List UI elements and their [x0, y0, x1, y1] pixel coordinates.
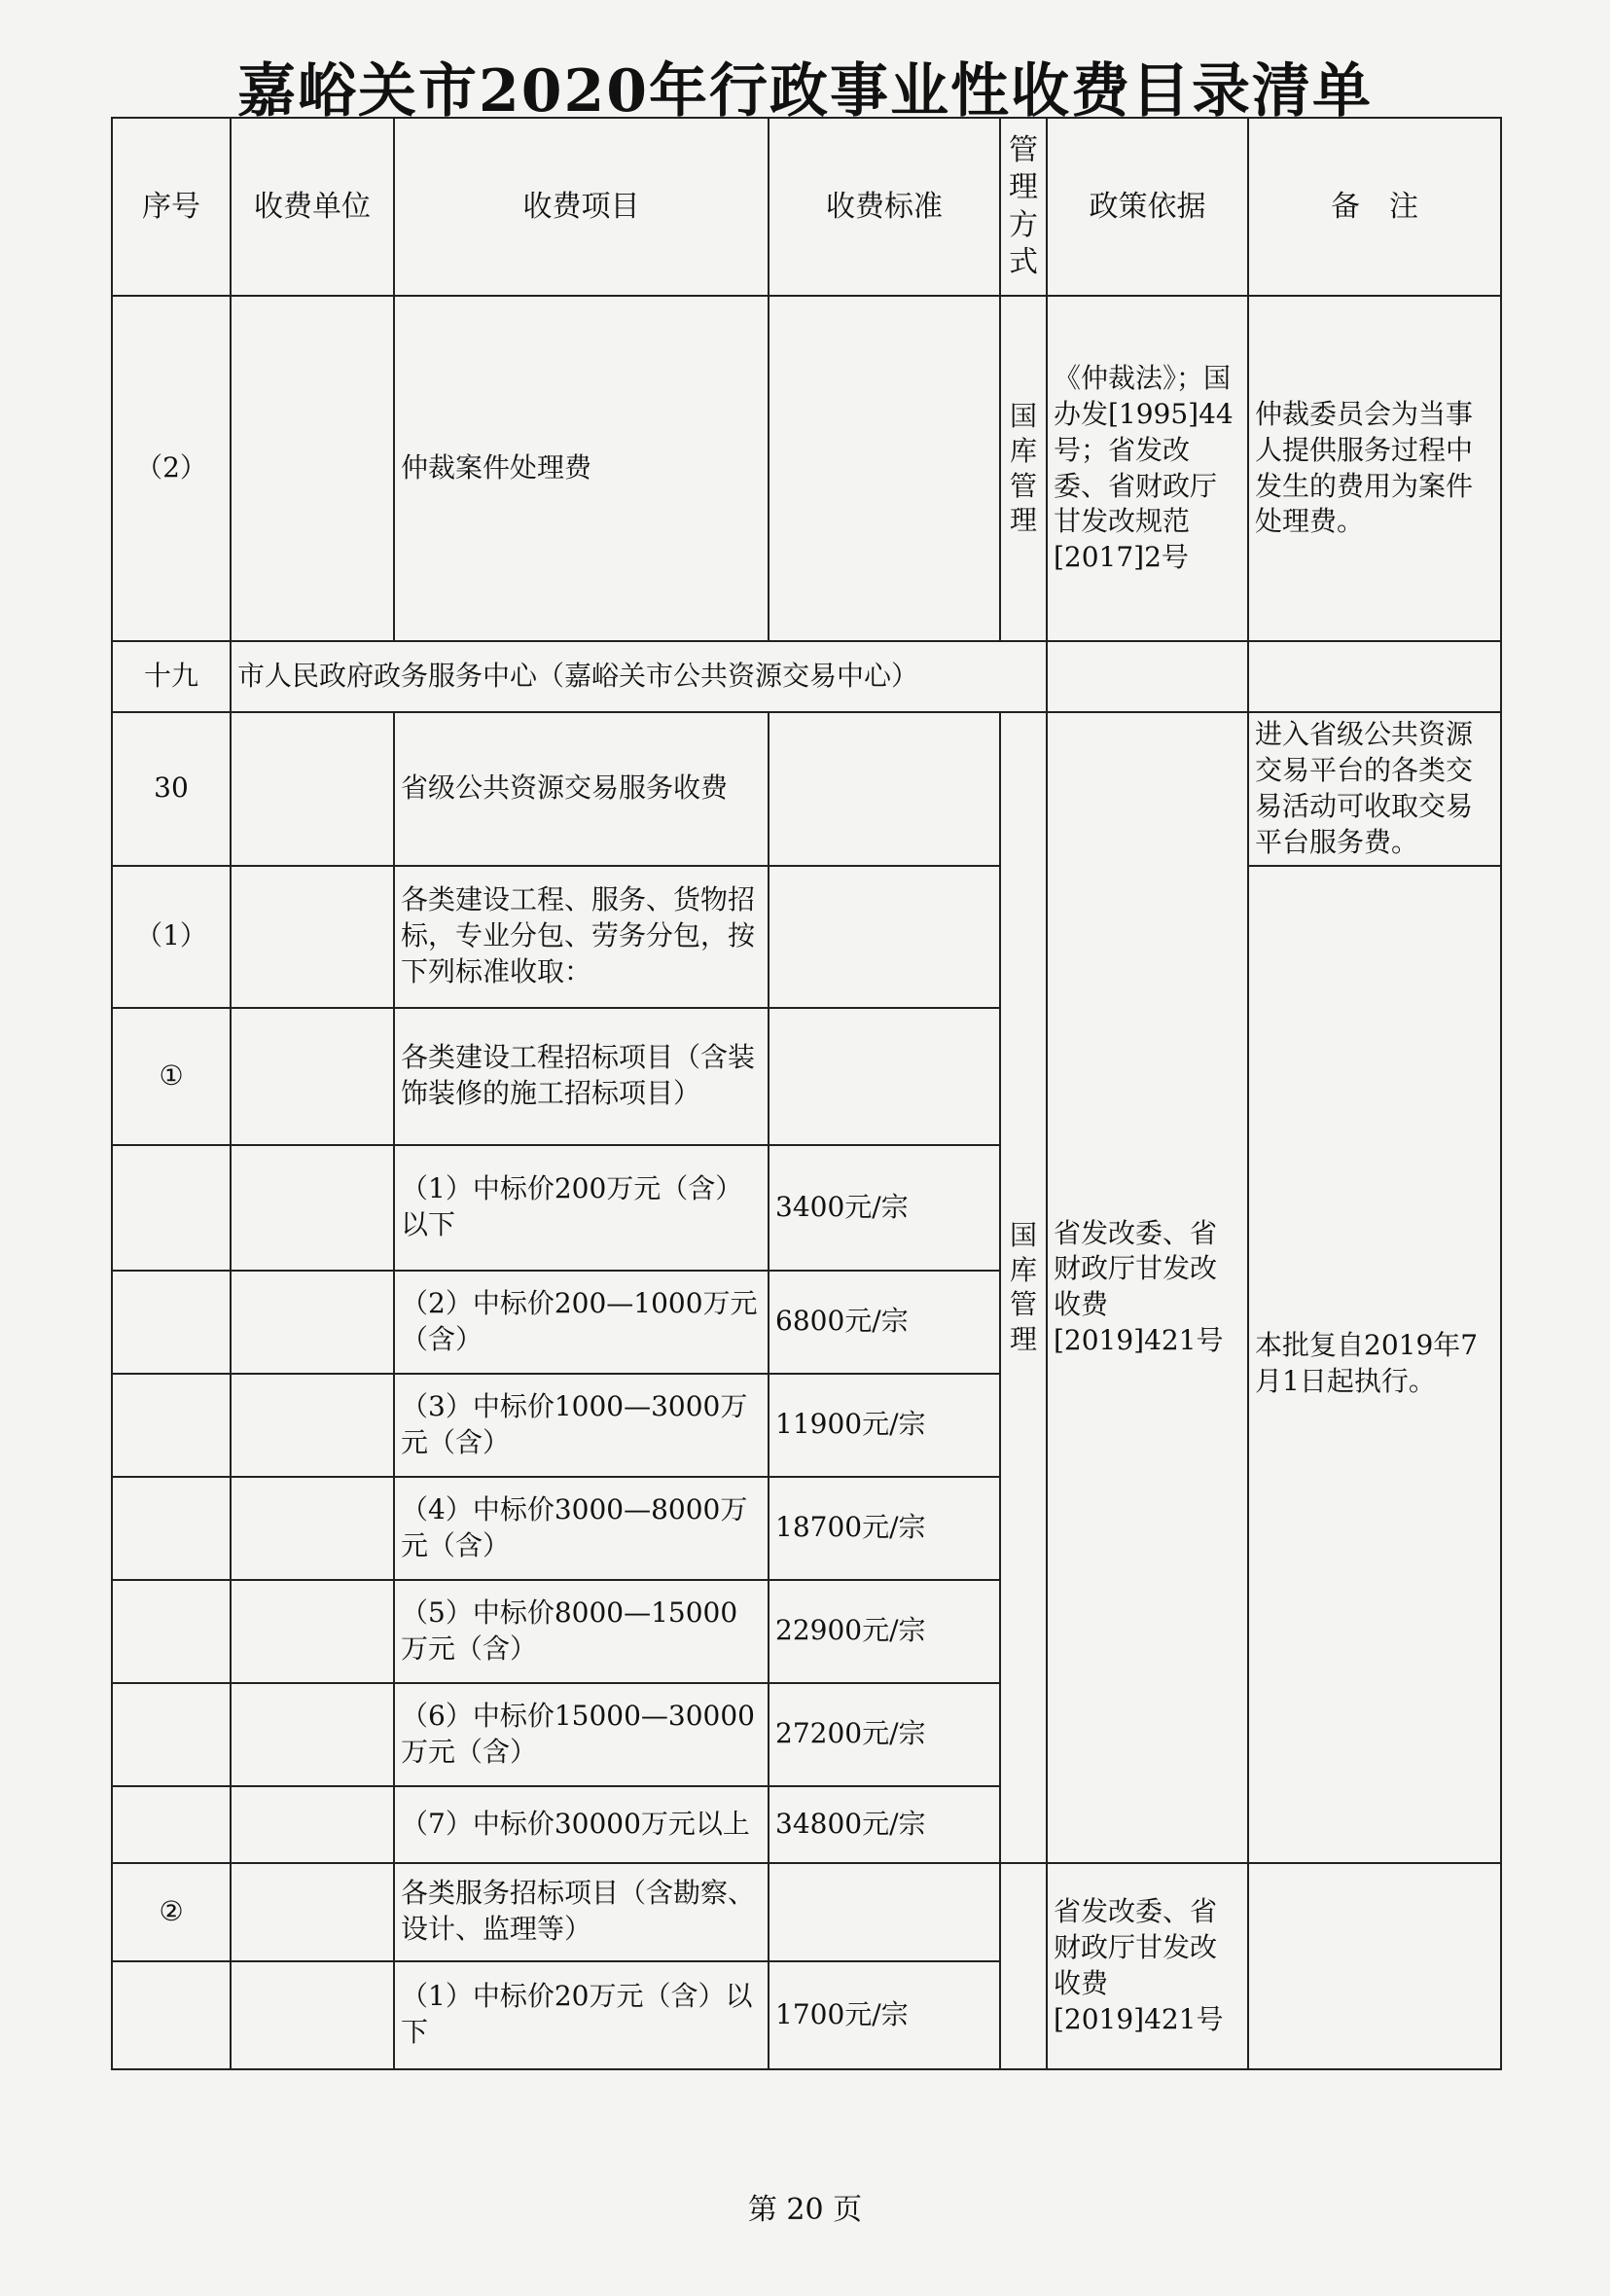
- seq-cell: [112, 1786, 231, 1863]
- item-cell: （1）中标价200万元（含）以下: [394, 1145, 769, 1271]
- policy-cell: 《仲裁法》；国办发[1995]44号；省发改委、省财政厅甘发改规范[2017]2号: [1047, 296, 1248, 641]
- col-header-unit: 收费单位: [231, 118, 394, 296]
- fee-cell: [769, 1008, 1000, 1145]
- table-row-arbitration: [112, 296, 1501, 641]
- unit-cell: [231, 1145, 394, 1271]
- fee-cell: 34800元/宗: [769, 1786, 1000, 1863]
- fee-cell: 11900元/宗: [769, 1374, 1000, 1477]
- item-cell: （4）中标价3000—8000万元（含）: [394, 1477, 769, 1580]
- fee-cell: 27200元/宗: [769, 1683, 1000, 1786]
- seq-cell: ①: [112, 1008, 231, 1145]
- table-header-row: [112, 118, 1501, 296]
- fee-cell: [769, 866, 1000, 1008]
- seq-cell: （2）: [112, 296, 231, 641]
- unit-cell: [231, 1863, 394, 1961]
- note-cell: [1248, 641, 1501, 712]
- seq-cell: [112, 1580, 231, 1683]
- col-header-seq: 序号: [112, 118, 231, 296]
- col-header-note: 备 注: [1248, 118, 1501, 296]
- seq-cell: （1）: [112, 866, 231, 1008]
- seq-cell: [112, 1374, 231, 1477]
- mgmt-cell: 国库管理: [1000, 296, 1047, 641]
- note-cell: 本批复自2019年7月1日起执行。: [1248, 866, 1501, 1863]
- unit-cell: [231, 712, 394, 866]
- item-cell: 各类建设工程招标项目（含装饰装修的施工招标项目）: [394, 1008, 769, 1145]
- policy-cell: 省发改委、省财政厅甘发改收费[2019]421号: [1047, 712, 1248, 1863]
- item-cell: （5）中标价8000—15000万元（含）: [394, 1580, 769, 1683]
- note-cell: 仲裁委员会为当事人提供服务过程中发生的费用为案件处理费。: [1248, 296, 1501, 641]
- col-header-item: 收费项目: [394, 118, 769, 296]
- seq-cell: [112, 1145, 231, 1271]
- section-unit: 市人民政府政务服务中心（嘉峪关市公共资源交易中心）: [231, 641, 1047, 712]
- fee-cell: 22900元/宗: [769, 1580, 1000, 1683]
- unit-cell: [231, 1580, 394, 1683]
- unit-cell: [231, 1374, 394, 1477]
- fee-cell: 3400元/宗: [769, 1145, 1000, 1271]
- table-row-item30-1: [112, 866, 1501, 1008]
- item-cell: （2）中标价200—1000万元（含）: [394, 1271, 769, 1374]
- item-cell: 各类建设工程、服务、货物招标，专业分包、劳务分包，按下列标准收取：: [394, 866, 769, 1008]
- item-cell: （6）中标价15000—30000万元（含）: [394, 1683, 769, 1786]
- policy-cell: 省发改委、省财政厅甘发改收费[2019]421号: [1047, 1863, 1248, 2069]
- seq-cell: [112, 1961, 231, 2069]
- fee-cell: [769, 1863, 1000, 1961]
- note-cell: 进入省级公共资源交易平台的各类交易活动可收取交易平台服务费。: [1248, 712, 1501, 866]
- fee-table: [111, 117, 1502, 2070]
- seq-cell: 30: [112, 712, 231, 866]
- unit-cell: [231, 1683, 394, 1786]
- item-cell: （7）中标价30000万元以上: [394, 1786, 769, 1863]
- item-cell: （3）中标价1000—3000万元（含）: [394, 1374, 769, 1477]
- col-header-policy: 政策依据: [1047, 118, 1248, 296]
- unit-cell: [231, 866, 394, 1008]
- page-number: 第 20 页: [747, 2193, 863, 2227]
- mgmt-cell: 国库管理: [1000, 712, 1047, 1863]
- unit-cell: [231, 1477, 394, 1580]
- unit-cell: [231, 1271, 394, 1374]
- document-title: 嘉峪关市2020年行政事业性收费目录清单: [237, 57, 1373, 126]
- item-cell: 仲裁案件处理费: [394, 296, 769, 641]
- col-header-fee: 收费标准: [769, 118, 1000, 296]
- fee-cell: 18700元/宗: [769, 1477, 1000, 1580]
- table-row-item30: [112, 712, 1501, 866]
- section-seq: 十九: [112, 641, 231, 712]
- seq-cell: [112, 1477, 231, 1580]
- policy-cell: [1047, 641, 1248, 712]
- mgmt-cell: [1000, 1863, 1047, 2069]
- seq-cell: [112, 1271, 231, 1374]
- fee-cell: 1700元/宗: [769, 1961, 1000, 2069]
- unit-cell: [231, 1786, 394, 1863]
- unit-cell: [231, 1008, 394, 1145]
- unit-cell: [231, 296, 394, 641]
- table-row-section: [112, 641, 1501, 712]
- seq-cell: ②: [112, 1863, 231, 1961]
- fee-cell: 6800元/宗: [769, 1271, 1000, 1374]
- fee-cell: [769, 712, 1000, 866]
- table-row-service: [112, 1863, 1501, 1961]
- item-cell: （1）中标价20万元（含）以下: [394, 1961, 769, 2069]
- col-header-mgmt: 管理方式: [1000, 118, 1047, 296]
- seq-cell: [112, 1683, 231, 1786]
- item-cell: 省级公共资源交易服务收费: [394, 712, 769, 866]
- fee-cell: [769, 296, 1000, 641]
- unit-cell: [231, 1961, 394, 2069]
- item-cell: 各类服务招标项目（含勘察、设计、监理等）: [394, 1863, 769, 1961]
- note-cell: [1248, 1863, 1501, 2069]
